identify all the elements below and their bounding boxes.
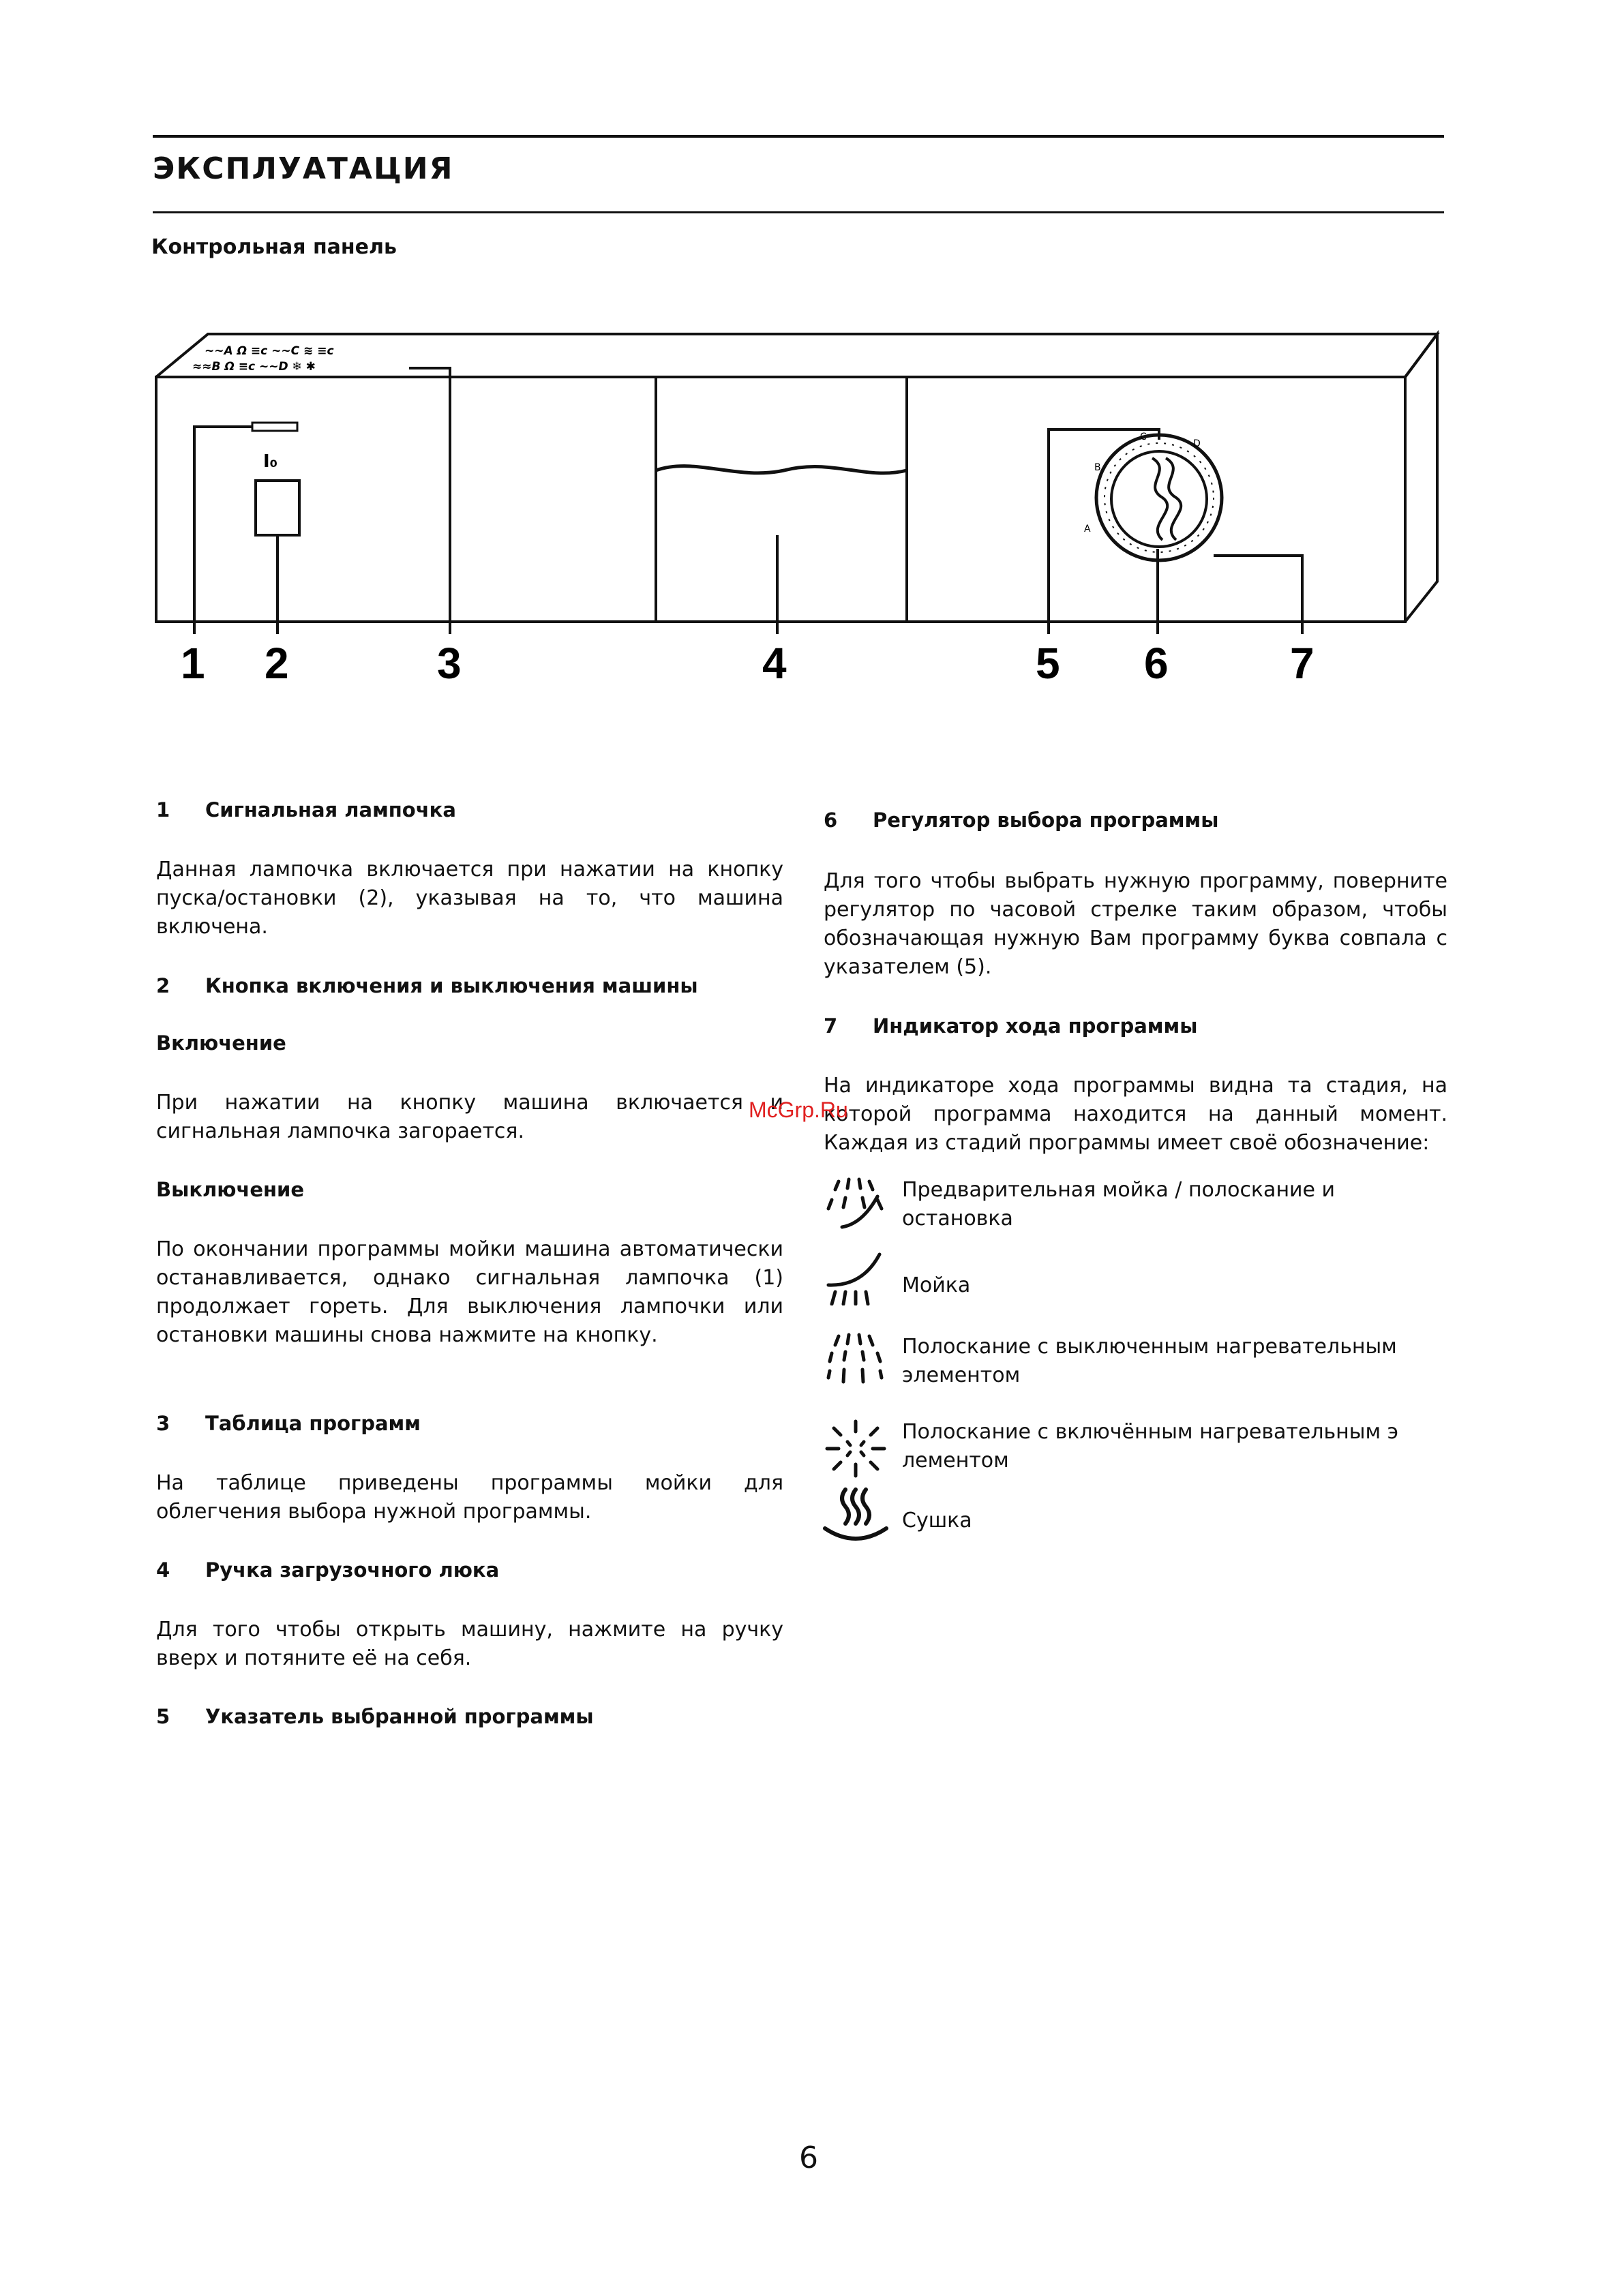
section-1 (156, 796, 783, 824)
signal-lamp (252, 423, 297, 431)
dial-grip (1152, 458, 1167, 540)
section-4 (156, 1556, 783, 1584)
section-number: 2 (156, 974, 170, 997)
section-7-text: На индикаторе хода программы видна та стадия, на которой программа находится на данный момент. Каждая из стадий программы имеет своё обозначение: (824, 1074, 1447, 1155)
stage-label: Мойка (902, 1273, 971, 1297)
callout-2: 2 (265, 639, 289, 688)
watermark: McGrp.Ru (749, 1098, 848, 1122)
callout-4: 4 (762, 639, 787, 688)
section-subtitle: Контрольная панель (151, 235, 397, 259)
stage-cold-rinse (822, 1333, 1447, 1390)
on-text: При нажатии на кнопку машина включается и сигнальная лампочка загорается. (156, 1091, 783, 1143)
off-heading: Выключение (156, 1178, 305, 1201)
prewash-icon (822, 1176, 890, 1230)
stage-dry (822, 1486, 1447, 1547)
section-heading: Ручка загрузочного люка (205, 1558, 500, 1582)
section-heading: Кнопка включения и выключения машины (205, 974, 698, 997)
section-6-text: Для того чтобы выбрать нужную программу, поверните регулятор по часовой стрелке таким образом, чтобы обозначающая нужную Вам программу буква совпала с указателем (5). (824, 869, 1447, 979)
stage-label: Сушка (902, 1509, 972, 1532)
section-heading: Таблица программ (205, 1412, 421, 1435)
section-6 (824, 806, 1447, 834)
section-3 (156, 1410, 783, 1437)
stage-label: Полоскание с включённым нагревательным э лементом (902, 1420, 1399, 1472)
program-table-row-2: ≈≈B Ω ≡c ∼∼D ❄ ✱ (192, 360, 316, 374)
cold-rinse-icon (822, 1333, 890, 1387)
dial-grip-2 (1166, 458, 1181, 540)
section-heading: Указатель выбранной программы (205, 1705, 594, 1728)
off-text: По окончании программы мойки машина автоматически останавливается, однако сигнальная лампочка (1) продолжает гореть. Для выключения лампочки или остановки машины снова нажмите на кнопку. (156, 1237, 783, 1347)
page-number: 6 (799, 2141, 818, 2175)
section-number: 1 (156, 798, 170, 821)
callout-5: 5 (1036, 639, 1060, 688)
dial-letter-d: D (1193, 438, 1201, 449)
callout-6: 6 (1144, 639, 1169, 688)
section-3-text: На таблице приведены программы мойки для облегчения выбора нужной программы. (156, 1471, 783, 1524)
dry-icon (822, 1486, 890, 1547)
dial-letter-a: A (1084, 524, 1091, 534)
section-2 (156, 972, 783, 999)
callout-3: 3 (437, 639, 462, 688)
section-number: 5 (156, 1705, 170, 1728)
section-heading: Индикатор хода программы (873, 1014, 1198, 1038)
page-title: ЭКСПЛУАТАЦИЯ (153, 151, 454, 186)
on-heading: Включение (156, 1031, 286, 1055)
dial-letter-c: C (1140, 432, 1147, 442)
section-heading: Регулятор выбора программы (873, 809, 1219, 832)
callout-7: 7 (1290, 639, 1315, 688)
panel-top (156, 334, 1437, 377)
stage-prewash (822, 1176, 1447, 1233)
hot-rinse-icon (822, 1418, 890, 1479)
section-number: 7 (824, 1014, 838, 1038)
door-handle (656, 466, 907, 473)
wash-icon (822, 1251, 890, 1305)
section-number: 4 (156, 1558, 170, 1582)
control-panel-diagram (0, 0, 1622, 736)
power-button (256, 481, 299, 535)
section-number: 6 (824, 809, 838, 832)
panel-front (156, 377, 1405, 622)
program-table-row-1: ∼∼A Ω ≡c ∼∼C ≋ ≡c (205, 344, 334, 358)
section-1-text: Данная лампочка включается при нажатии на кнопку пуска/остановки (2), указывая на то, что машина включена. (156, 858, 783, 939)
button-symbol: I₀ (263, 451, 278, 472)
stage-label: Предварительная мойка / полоскание и остановка (902, 1178, 1336, 1230)
section-4-text: Для того чтобы открыть машину, нажмите на ручку вверх и потяните её на себя. (156, 1618, 783, 1670)
stage-hot-rinse (822, 1418, 1447, 1479)
section-5 (156, 1703, 783, 1730)
dial-letter-b: B (1094, 462, 1101, 473)
panel-side (1405, 334, 1437, 622)
leader-3 (409, 368, 450, 634)
callout-1: 1 (181, 639, 205, 688)
leader-5 (1049, 429, 1158, 634)
program-dial-ring (1096, 435, 1222, 560)
section-number: 3 (156, 1412, 170, 1435)
stage-label: Полоскание с выключенным нагревательным элементом (902, 1335, 1397, 1387)
section-heading: Сигнальная лампочка (205, 798, 456, 821)
section-7 (824, 1012, 1447, 1040)
stage-wash (822, 1251, 1447, 1305)
leader-1 (194, 427, 252, 634)
